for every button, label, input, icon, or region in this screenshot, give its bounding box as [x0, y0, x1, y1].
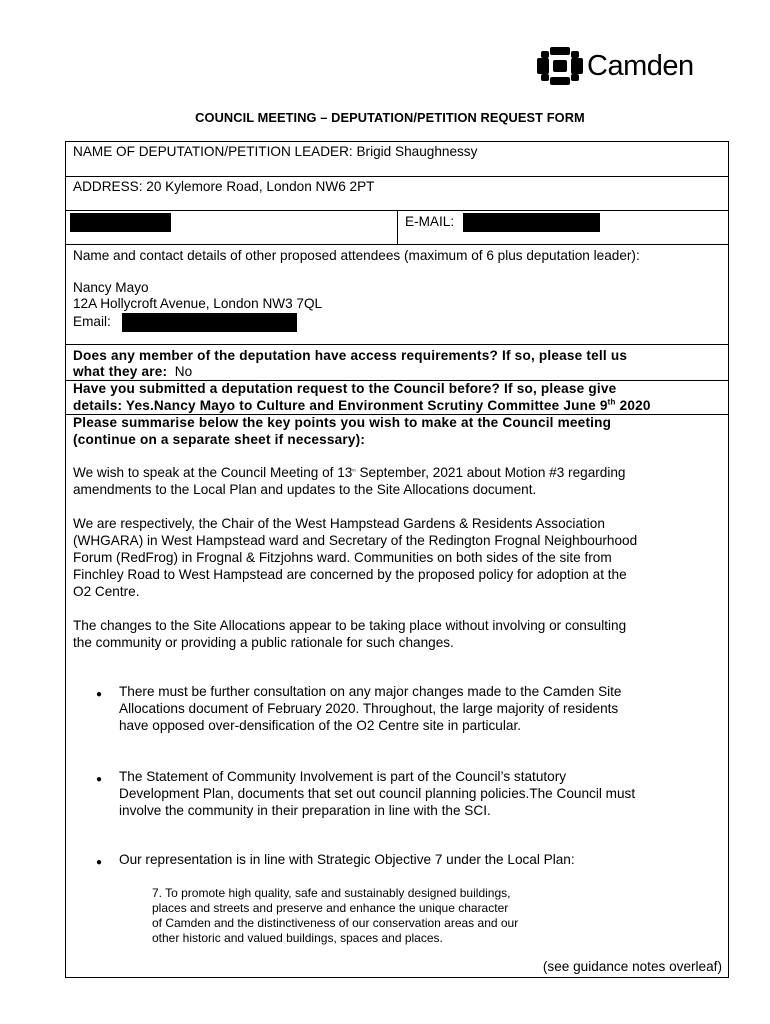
email-label: E-MAIL:	[405, 214, 455, 229]
guidance-notes-footer: (see guidance notes overleaf)	[542, 958, 722, 974]
previous-request-line1: Have you submitted a deputation request to the Council before? If so, please give	[73, 381, 617, 396]
redacted-phone	[70, 213, 171, 232]
camden-logo-icon	[536, 46, 584, 86]
previous-request-year: 2020	[615, 398, 651, 413]
summary-heading-line1: Please summarise below the key points you wish to make at the Council meeting	[73, 415, 612, 430]
attendees-heading: Name and contact details of other proposed attendees (maximum of 6 plus deputation leader):	[73, 248, 640, 263]
paragraph-1-text-cont: September, 2021 about Motion #3 regarding	[355, 465, 626, 480]
access-question-line1: Does any member of the deputation have access requirements? If so, please tell us	[73, 348, 628, 363]
bullet-2-line: Development Plan, documents that set out council planning policies.The Council must	[119, 786, 636, 801]
bullet-2-line: The Statement of Community Involvement is part of the Council’s statutory	[119, 769, 567, 784]
paragraph-2-line: (WHGARA) in West Hampstead ward and Secretary of the Redington Frognal Neighbourhood	[73, 533, 638, 548]
camden-logo	[536, 46, 694, 86]
bullet-3-line: Our representation is in line with Strategic Objective 7 under the Local Plan:	[119, 852, 575, 867]
redacted-attendee-email	[122, 313, 297, 332]
redacted-email	[463, 213, 600, 232]
summary-heading-line2: (continue on a separate sheet if necessary):	[73, 432, 366, 447]
bullet-1-line: There must be further consultation on any major changes made to the Camden Site	[119, 684, 622, 699]
row-divider	[66, 344, 728, 345]
paragraph-2-line: Forum (RedFrog) in Frognal & Fitzjohns ward. Communities on both sides of the site from	[73, 550, 612, 565]
request-form	[65, 141, 729, 978]
paragraph-3-line: the community or providing a public rationale for such changes.	[73, 635, 454, 650]
bullet-dot: ●	[96, 689, 103, 700]
quote-line: places and streets and preserve and enhance the unique character	[152, 901, 509, 915]
attendee-address: 12A Hollycroft Avenue, London NW3 7QL	[73, 296, 323, 311]
paragraph-1-line2: amendments to the Local Plan and updates to the Site Allocations document.	[73, 482, 537, 497]
bullet-2-line: involve the community in their preparation in line with the SCI.	[119, 803, 491, 818]
previous-request-superscript: th	[607, 397, 616, 407]
previous-request-text: details: Yes.Nancy Mayo to Culture and Environment Scrutiny Committee June 9	[73, 398, 608, 413]
paragraph-2-line: We are respectively, the Chair of the West Hampstead Gardens & Residents Association	[73, 516, 605, 531]
paragraph-3-line: The changes to the Site Allocations appear to be taking place without involving or consulting	[73, 618, 627, 633]
paragraph-1-superscript: th	[352, 467, 356, 473]
quote-line: other historic and valued buildings, spaces and places.	[152, 931, 443, 945]
address-field: ADDRESS: 20 Kylemore Road, London NW6 2PT	[73, 179, 375, 194]
camden-logo-text: Camden	[587, 49, 694, 82]
leader-name-field: NAME OF DEPUTATION/PETITION LEADER: Brigid Shaughnessy	[73, 144, 478, 159]
quote-line: of Camden and the distinctiveness of our conservation areas and our	[152, 916, 519, 930]
access-question-label: what they are:	[73, 364, 168, 379]
row-divider	[66, 176, 728, 177]
access-answer: No	[174, 364, 193, 379]
quote-line: 7. To promote high quality, safe and sustainably designed buildings,	[152, 886, 511, 900]
previous-request-line2	[73, 398, 722, 415]
attendee-name: Nancy Mayo	[73, 280, 149, 295]
access-question-line2	[73, 364, 722, 381]
paragraph-1-text: We wish to speak at the Council Meeting of 13	[73, 465, 353, 480]
bullet-1-line: have opposed over-densification of the O2 Centre site in particular.	[119, 718, 522, 733]
paragraph-1-line1	[73, 465, 722, 482]
paragraph-2-line: O2 Centre.	[73, 584, 140, 599]
paragraph-2-line: Finchley Road to West Hampstead are concerned by the proposed policy for adoption at the	[73, 567, 627, 582]
cell-divider	[397, 210, 398, 244]
bullet-1-line: Allocations document of February 2020. Throughout, the large majority of residents	[119, 701, 619, 716]
page-title: COUNCIL MEETING – DEPUTATION/PETITION REQUEST FORM	[195, 110, 585, 125]
bullet-dot: ●	[96, 857, 103, 868]
attendee-email-label: Email:	[73, 314, 111, 329]
row-divider	[66, 244, 728, 245]
bullet-dot: ●	[96, 774, 103, 785]
